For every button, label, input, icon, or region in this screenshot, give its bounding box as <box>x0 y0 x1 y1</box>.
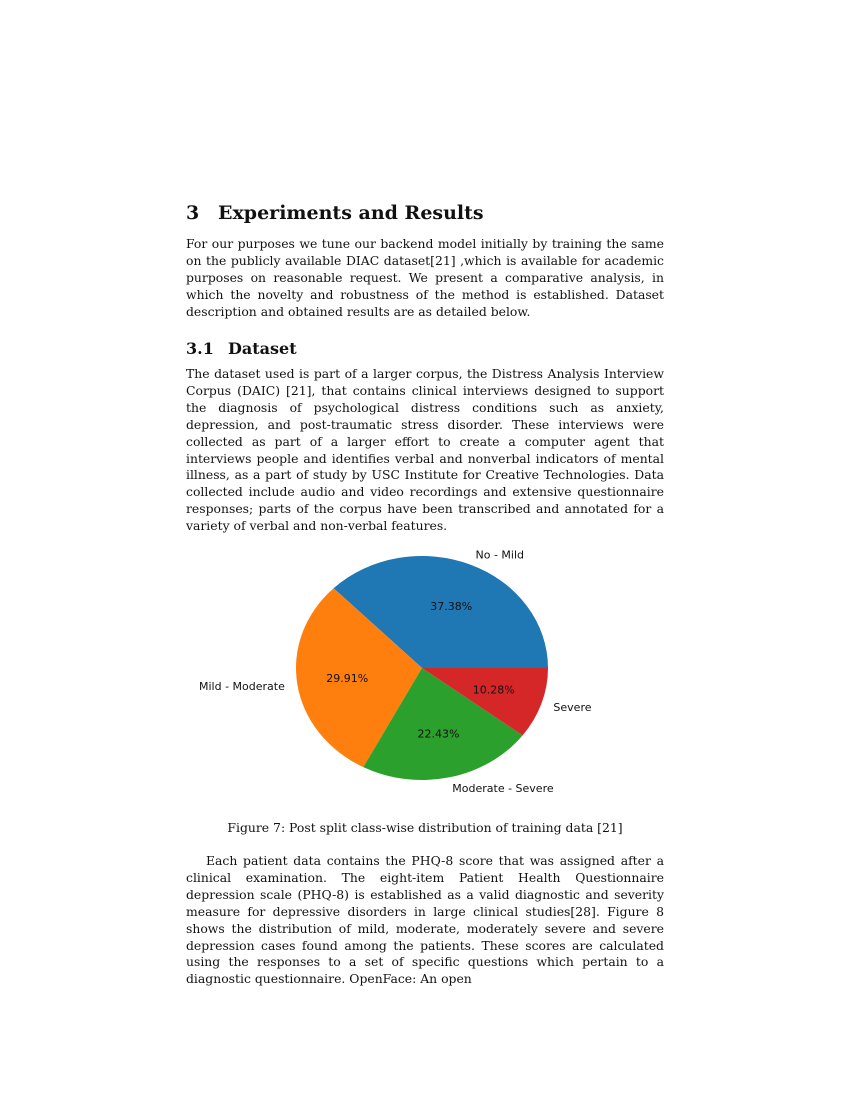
pie-category-label-mild-moderate: Mild - Moderate <box>199 680 285 694</box>
subsection-number: 3.1 <box>186 339 214 358</box>
pie-percent-moderate-severe: 22.43% <box>417 727 460 741</box>
pie-category-label-severe: Severe <box>553 701 592 715</box>
dataset-paragraph: The dataset used is part of a larger corpus, the Distress Analysis Interview Corpus (DAIC) [21], that contains clinical interviews designed to support the diagnosis of psychological distress conditions such as anxiety, depression, and post-traumatic stress disorder. These interviews were collected as part of a larger effort to create a computer agent that interviews people and identifies verbal and nonverbal indicators of mental illness, as a part of study by USC Institute for Creative Technologies. Data collected include audio and video recordings and extensive questionnaire responses; parts of the corpus have been transcribed and annotated for a variety of verbal and non-verbal features. <box>186 366 664 534</box>
figure-caption: Figure 7: Post split class-wise distribution of training data [21] <box>227 820 623 835</box>
phq8-paragraph: Each patient data contains the PHQ-8 score that was assigned after a clinical examination. The eight-item Patient Health Questionnaire depression scale (PHQ-8) is established as a valid diagnostic and severity measure for depressive disorders in large clinical studies[28]. Figure 8 shows the distribution of mild, moderate, moderately severe and severe depression cases found among the patients. These scores are calculated using the responses to a set of specific questions which pertain to a diagnostic questionnaire. OpenFace: An open <box>186 853 664 987</box>
pie-slices <box>296 556 548 780</box>
section-intro-paragraph: For our purposes we tune our backend model initially by training the same on the publicly available DIAC dataset[21] ,which is available for academic purposes on reasonable request. We present a comparative analysis, in which the novelty and robustness of the method is established. Dataset description and obtained results are as detailed below. <box>186 236 664 319</box>
pie-chart <box>186 538 664 808</box>
section-number: 3 <box>186 202 200 224</box>
pie-percent-severe: 10.28% <box>472 683 515 697</box>
section-title: Experiments and Results <box>218 202 484 224</box>
pie-percent-mild-moderate: 29.91% <box>326 671 369 685</box>
section-heading <box>186 200 666 226</box>
pie-category-label-no-mild: No - Mild <box>475 548 525 562</box>
pie-chart-figure <box>186 538 664 808</box>
pie-percent-no-mild: 37.38% <box>430 600 473 614</box>
subsection-heading <box>186 338 666 360</box>
pie-category-label-moderate-severe: Moderate - Severe <box>452 782 554 796</box>
subsection-title: Dataset <box>228 339 297 358</box>
